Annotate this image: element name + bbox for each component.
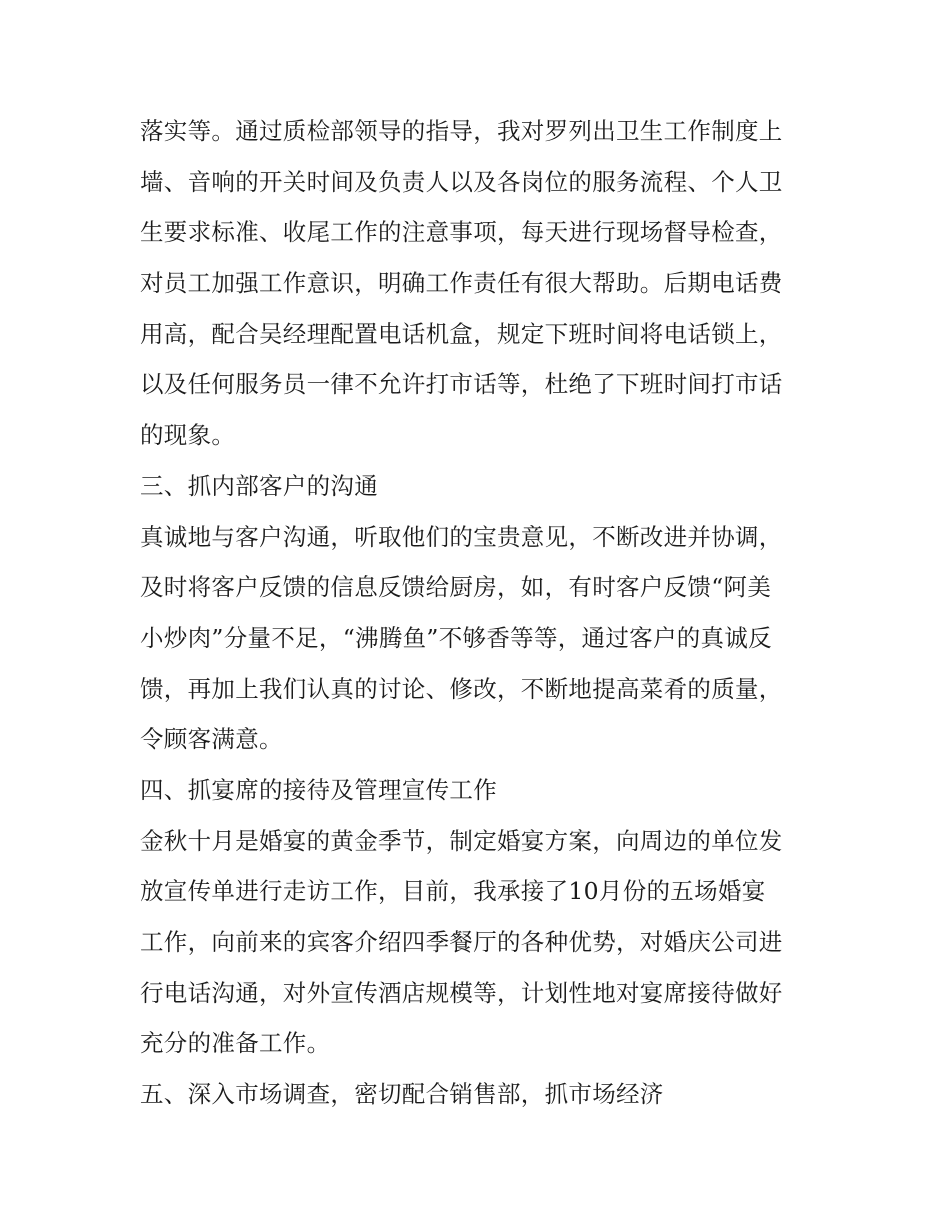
body-text-line: 的现象。 xyxy=(140,421,236,450)
body-text-line: 及时将客户反馈的信息反馈给厨房，如，有时客户反馈“阿美 xyxy=(140,573,772,602)
section-heading-5: 五、深入市场调查，密切配合销售部，抓市场经济 xyxy=(140,1080,664,1109)
body-text-line: 工作，向前来的宾客介绍四季餐厅的各种优势，对婚庆公司进 xyxy=(140,928,783,956)
body-text-line: 行电话沟通，对外宣传酒店规模等，计划性地对宴席接待做好 xyxy=(140,978,783,1007)
body-text-line: 落实等。通过质检部领导的指导，我对罗列出卫生工作制度上 xyxy=(140,117,783,145)
body-text-line: 小炒肉”分量不足，“沸腾鱼”不够香等等，通过客户的真诚反 xyxy=(140,623,772,652)
section-heading-3: 三、抓内部客户的沟通 xyxy=(140,471,378,500)
body-text-line: 令顾客满意。 xyxy=(140,725,283,754)
document-body xyxy=(140,106,820,1120)
section-heading-4: 四、抓宴席的接待及管理宣传工作 xyxy=(140,775,497,804)
body-text-line: 对员工加强工作意识，明确工作责任有很大帮助。后期电话费 xyxy=(140,269,783,298)
body-text-line: 用高，配合吴经理配置电话机盒，规定下班时间将电话锁上， xyxy=(140,319,783,348)
body-text-line: 馈，再加上我们认真的讨论、修改，不断地提高菜肴的质量， xyxy=(140,674,783,703)
body-text-line: 墙、音响的开关时间及负责人以及各岗位的服务流程、个人卫 xyxy=(140,167,783,196)
body-text-line: 充分的准备工作。 xyxy=(140,1029,331,1058)
body-text-line: 金秋十月是婚宴的黄金季节，制定婚宴方案，向周边的单位发 xyxy=(140,826,783,855)
body-text-line: 以及任何服务员一律不允许打市话等，杜绝了下班时间打市话 xyxy=(140,370,783,399)
body-text-line: 放宣传单进行走访工作，目前，我承接了10月份的五场婚宴 xyxy=(140,877,766,906)
body-text-line: 真诚地与客户沟通，听取他们的宝贵意见，不断改进并协调， xyxy=(140,522,783,551)
body-text-line: 生要求标准、收尾工作的注意事项，每天进行现场督导检查， xyxy=(140,218,783,247)
